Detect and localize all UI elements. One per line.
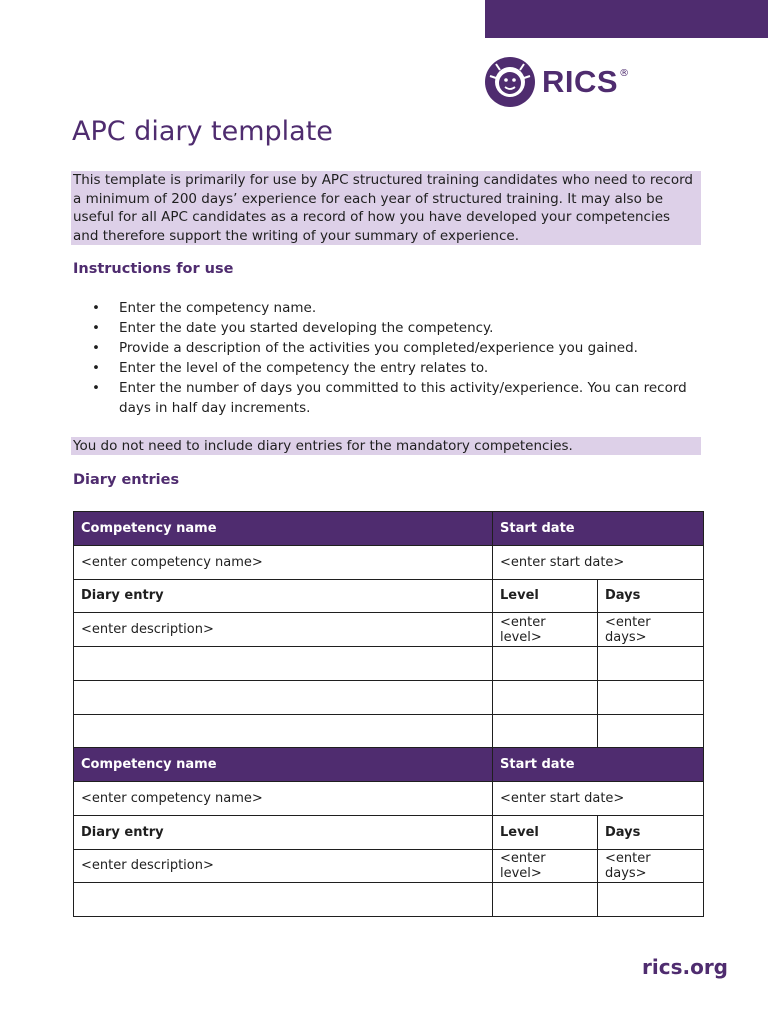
level-field[interactable] [493, 647, 598, 681]
description-field[interactable] [74, 680, 493, 714]
competency-header-row [74, 512, 704, 546]
competency-name-header: Competency name [74, 512, 493, 546]
competency-input-row [74, 782, 704, 816]
top-accent-bar [485, 0, 768, 38]
diary-table [73, 511, 704, 917]
level-field[interactable] [493, 680, 598, 714]
entry-header-row [74, 815, 704, 849]
days-field[interactable] [598, 714, 704, 748]
table-row [74, 613, 704, 647]
table-row [74, 849, 704, 883]
intro-paragraph: This template is primarily for use by APC structured training candidates who need to record a minimum of 200 days’ experience for each year of structured training. It may also be useful for all APC candidates as a record of how you have developed your competencies and therefore support the writing of your summary of experience. [71, 171, 701, 245]
start-date-header: Start date [493, 748, 704, 782]
level-field[interactable] [493, 883, 598, 917]
competency-name-field[interactable]: <enter competency name> [74, 782, 493, 816]
start-date-header: Start date [493, 512, 704, 546]
days-field[interactable]: <enter days> [598, 613, 704, 647]
registered-mark: ® [619, 68, 630, 79]
instruction-item: • Enter the competency name. [92, 298, 692, 318]
rics-logo [484, 56, 629, 108]
level-header: Level [493, 579, 598, 613]
instructions-list [92, 298, 692, 418]
competency-header-row [74, 748, 704, 782]
diary-entry-header: Diary entry [74, 579, 493, 613]
competency-input-row [74, 545, 704, 579]
table-row [74, 680, 704, 714]
days-field[interactable]: <enter days> [598, 849, 704, 883]
days-field[interactable] [598, 680, 704, 714]
instruction-item: • Enter the level of the competency the entry relates to. [92, 358, 692, 378]
instruction-item: • Provide a description of the activities you completed/experience you gained. [92, 338, 692, 358]
days-field[interactable] [598, 647, 704, 681]
table-row [74, 647, 704, 681]
instructions-heading: Instructions for use [73, 261, 234, 277]
level-header: Level [493, 815, 598, 849]
instruction-item: • Enter the number of days you committed to this activity/experience. You can record days in half day increments. [92, 378, 692, 418]
table-row [74, 714, 704, 748]
competency-name-header: Competency name [74, 748, 493, 782]
description-field[interactable] [74, 883, 493, 917]
competency-name-field[interactable]: <enter competency name> [74, 545, 493, 579]
start-date-field[interactable]: <enter start date> [493, 782, 704, 816]
lion-emblem-icon [484, 56, 536, 108]
diary-entries-heading: Diary entries [73, 472, 180, 488]
days-header: Days [598, 815, 704, 849]
page-title: APC diary template [72, 116, 333, 147]
days-header: Days [598, 579, 704, 613]
description-field[interactable] [74, 647, 493, 681]
description-field[interactable]: <enter description> [74, 613, 493, 647]
instruction-item: • Enter the date you started developing the competency. [92, 318, 692, 338]
description-field[interactable] [74, 714, 493, 748]
start-date-field[interactable]: <enter start date> [493, 545, 704, 579]
mandatory-note: You do not need to include diary entries for the mandatory competencies. [71, 437, 701, 455]
table-row [74, 883, 704, 917]
level-field[interactable]: <enter level> [493, 849, 598, 883]
level-field[interactable]: <enter level> [493, 613, 598, 647]
entry-header-row [74, 579, 704, 613]
diary-entry-header: Diary entry [74, 815, 493, 849]
description-field[interactable]: <enter description> [74, 849, 493, 883]
logo-wordmark: RICS [542, 64, 619, 99]
days-field[interactable] [598, 883, 704, 917]
level-field[interactable] [493, 714, 598, 748]
footer-website-link[interactable]: rics.org [642, 955, 728, 979]
